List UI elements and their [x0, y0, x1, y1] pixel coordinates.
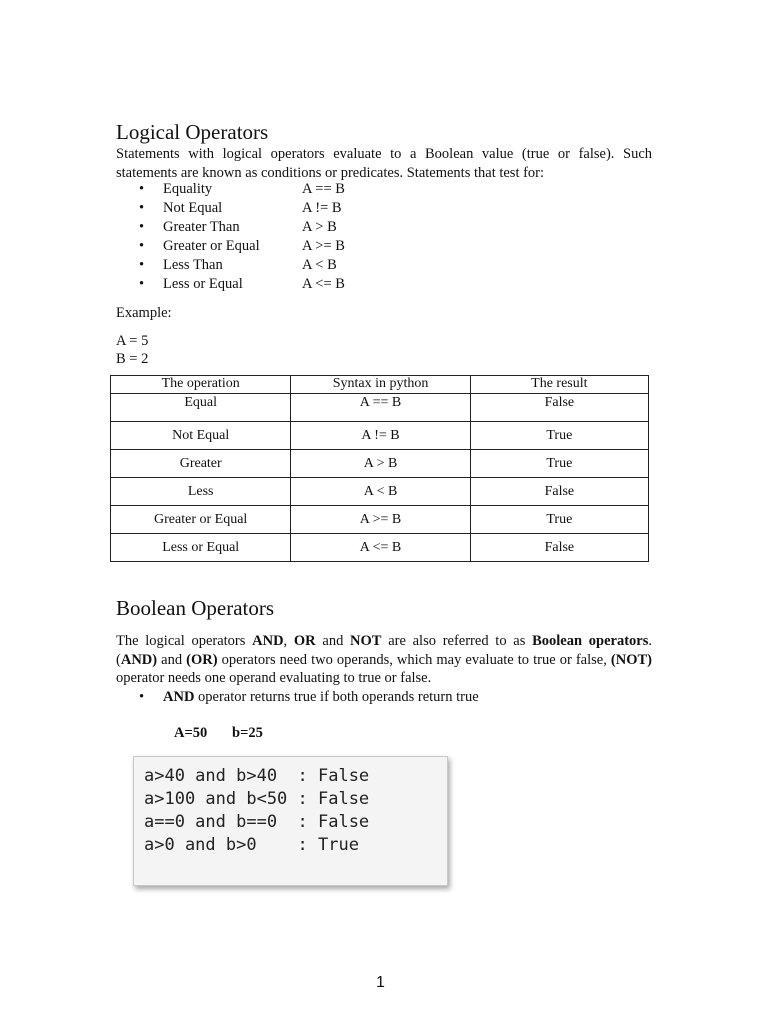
bullet-icon: • — [139, 257, 145, 273]
bullet-icon: • — [139, 276, 145, 292]
result-cell: False — [470, 534, 648, 562]
operation-cell: Greater or Equal — [111, 506, 291, 534]
table-header-row — [111, 376, 649, 394]
bullet-syntax: A == B — [302, 181, 345, 197]
comparison-results-table — [110, 375, 649, 562]
variable-a-value: A=50 — [174, 725, 208, 741]
bullet-term: Equality — [163, 181, 213, 197]
table-row — [111, 478, 649, 506]
code-output — [144, 765, 369, 857]
syntax-cell: A > B — [291, 450, 470, 478]
result-cell: True — [470, 506, 648, 534]
text-run: . — [648, 633, 653, 649]
operation-cell: Less — [111, 478, 291, 506]
syntax-cell: A <= B — [291, 534, 470, 562]
syntax-cell: A >= B — [291, 506, 470, 534]
and-keyword: AND) — [120, 651, 158, 668]
table-row — [111, 534, 649, 562]
and-keyword: AND — [252, 633, 284, 649]
example-b-value: B = 2 — [116, 351, 149, 367]
bullet-term: Less or Equal — [163, 276, 243, 292]
code-output-screenshot — [133, 756, 448, 886]
and-bullet-text — [163, 688, 479, 706]
text-run: operator returns true if both operands return true — [194, 689, 479, 705]
boolean-intro-paragraph — [116, 632, 652, 688]
bullet-term: Greater Than — [163, 219, 240, 235]
variable-b-value: b=25 — [232, 725, 263, 741]
not-keyword: (NOT) — [610, 651, 653, 668]
operation-cell: Not Equal — [111, 422, 291, 450]
header-syntax: Syntax in python — [291, 376, 470, 394]
result-cell: True — [470, 450, 648, 478]
bullet-icon: • — [139, 238, 145, 254]
code-line: a>0 and b>0 : True — [144, 835, 359, 855]
code-line: a>40 and b>40 : False — [144, 766, 370, 786]
header-result: The result — [470, 376, 648, 394]
text-run: , — [283, 633, 294, 649]
table-row — [111, 394, 649, 422]
table-row — [111, 422, 649, 450]
or-keyword: OR — [293, 633, 316, 649]
code-line: a>100 and b<50 : False — [144, 789, 370, 809]
logical-intro-paragraph: Statements with logical operators evaluate to a Boolean value (true or false). Such statements are known as conditions or predicates. Statements that test for: — [116, 146, 652, 181]
not-keyword: NOT — [350, 633, 382, 649]
text-run: operator needs one operand evaluating to true or false. — [116, 670, 432, 686]
bullet-syntax: A != B — [302, 200, 342, 216]
syntax-cell: A == B — [291, 394, 470, 422]
syntax-cell: A != B — [291, 422, 470, 450]
text-run: ( — [116, 651, 121, 668]
text-run: are also referred to as — [381, 633, 533, 649]
table-row — [111, 506, 649, 534]
bullet-syntax: A < B — [302, 257, 337, 273]
result-cell: True — [470, 422, 648, 450]
or-keyword: (OR) — [186, 651, 218, 668]
result-cell: False — [470, 478, 648, 506]
syntax-cell: A < B — [291, 478, 470, 506]
boolean-operators-term: Boolean operators — [532, 633, 649, 649]
text-run: The logical operators — [116, 633, 253, 649]
bullet-term: Not Equal — [163, 200, 223, 216]
bullet-icon: • — [139, 181, 145, 197]
and-keyword: AND — [163, 689, 195, 705]
bullet-icon: • — [139, 689, 145, 705]
header-operation: The operation — [111, 376, 291, 394]
table-row — [111, 450, 649, 478]
text-run: and — [315, 633, 351, 649]
operation-cell: Equal — [111, 394, 291, 422]
text-run: operators need two operands, which may evaluate to true or false, — [217, 651, 607, 668]
text-run: and — [157, 651, 187, 668]
bullet-syntax: A <= B — [302, 276, 345, 292]
bullet-syntax: A >= B — [302, 238, 345, 254]
bullet-term: Greater or Equal — [163, 238, 260, 254]
page-number: 1 — [376, 974, 385, 991]
bullet-term: Less Than — [163, 257, 223, 273]
example-a-value: A = 5 — [116, 333, 149, 349]
operation-cell: Less or Equal — [111, 534, 291, 562]
boolean-operators-heading: Boolean Operators — [116, 596, 275, 620]
bullet-icon: • — [139, 219, 145, 235]
bullet-syntax: A > B — [302, 219, 337, 235]
operation-cell: Greater — [111, 450, 291, 478]
bullet-icon: • — [139, 200, 145, 216]
logical-operators-heading: Logical Operators — [116, 120, 269, 144]
result-cell: False — [470, 394, 648, 422]
example-label: Example: — [116, 305, 172, 321]
code-line: a==0 and b==0 : False — [144, 812, 370, 832]
